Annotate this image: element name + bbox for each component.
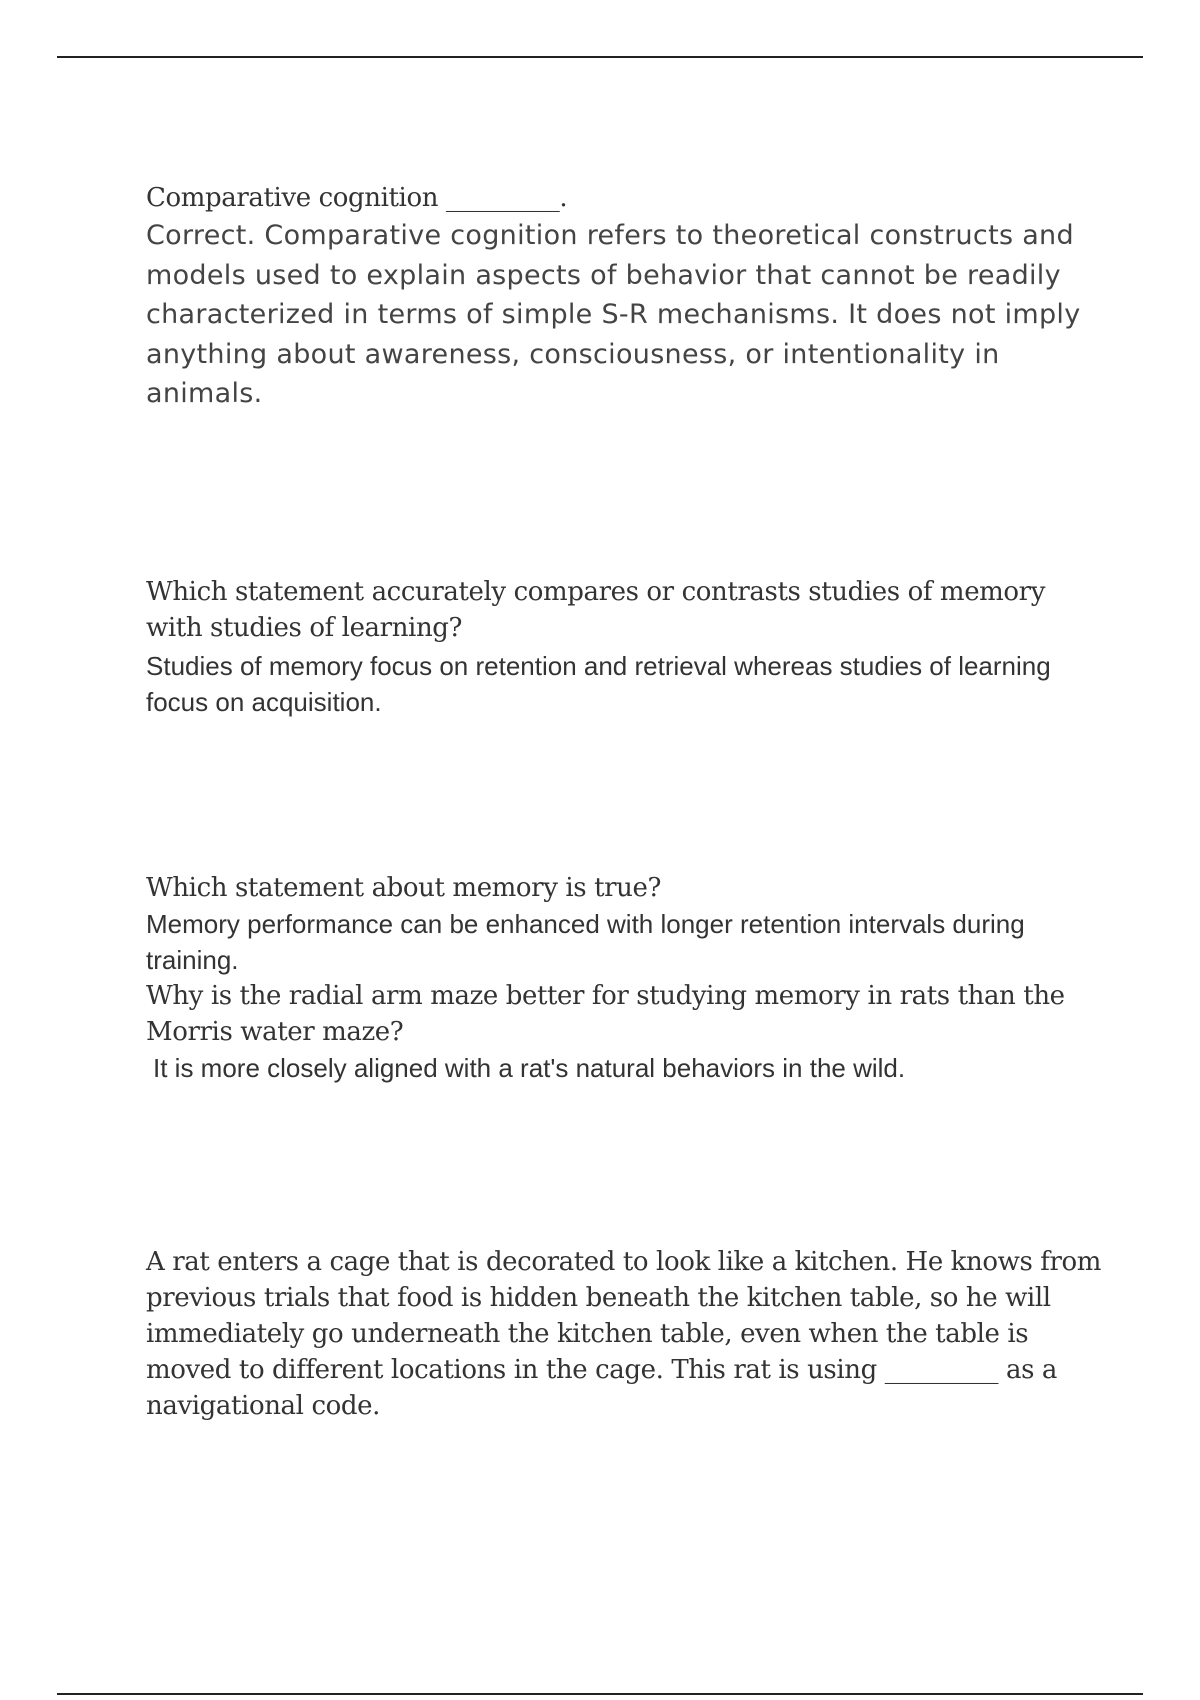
bottom-rule xyxy=(57,1693,1143,1695)
answer-text: Studies of memory focus on retention and retrieval whereas studies of learning focus on acquisition. xyxy=(146,651,1051,717)
answer-text: Memory performance can be enhanced with longer retention intervals during training. xyxy=(146,909,1025,975)
answer-text: Correct. Comparative cognition refers to theoretical constructs and models used to explain aspects of behavior that cannot be readily characterized in terms of simple S-R mechanisms. It does not imply anything about awareness, consciousness, or intentionality in animals. xyxy=(146,220,1081,409)
question-text: Which statement accurately compares or contrasts studies of memory with studies of learning? xyxy=(146,577,1045,643)
question-text: Why is the radial arm maze better for studying memory in rats than the Morris water maze? xyxy=(146,981,1065,1047)
question-text: Comparative cognition _________. xyxy=(146,183,568,213)
qa-item-3 xyxy=(146,870,1106,1086)
qa-item-2 xyxy=(146,574,1106,720)
qa-item-1 xyxy=(146,180,1106,414)
question-text: A rat enters a cage that is decorated to look like a kitchen. He knows from previous trials that food is hidden beneath the kitchen table, so he will immediately go underneath the kitchen table, even when the table is moved to different locations in the cage. This rat is using _________ as a navigational code. xyxy=(146,1247,1102,1421)
answer-text: It is more closely aligned with a rat's natural behaviors in the wild. xyxy=(153,1053,906,1083)
qa-item-5 xyxy=(146,1244,1106,1424)
question-text: Which statement about memory is true? xyxy=(146,873,662,903)
top-rule xyxy=(57,56,1143,58)
